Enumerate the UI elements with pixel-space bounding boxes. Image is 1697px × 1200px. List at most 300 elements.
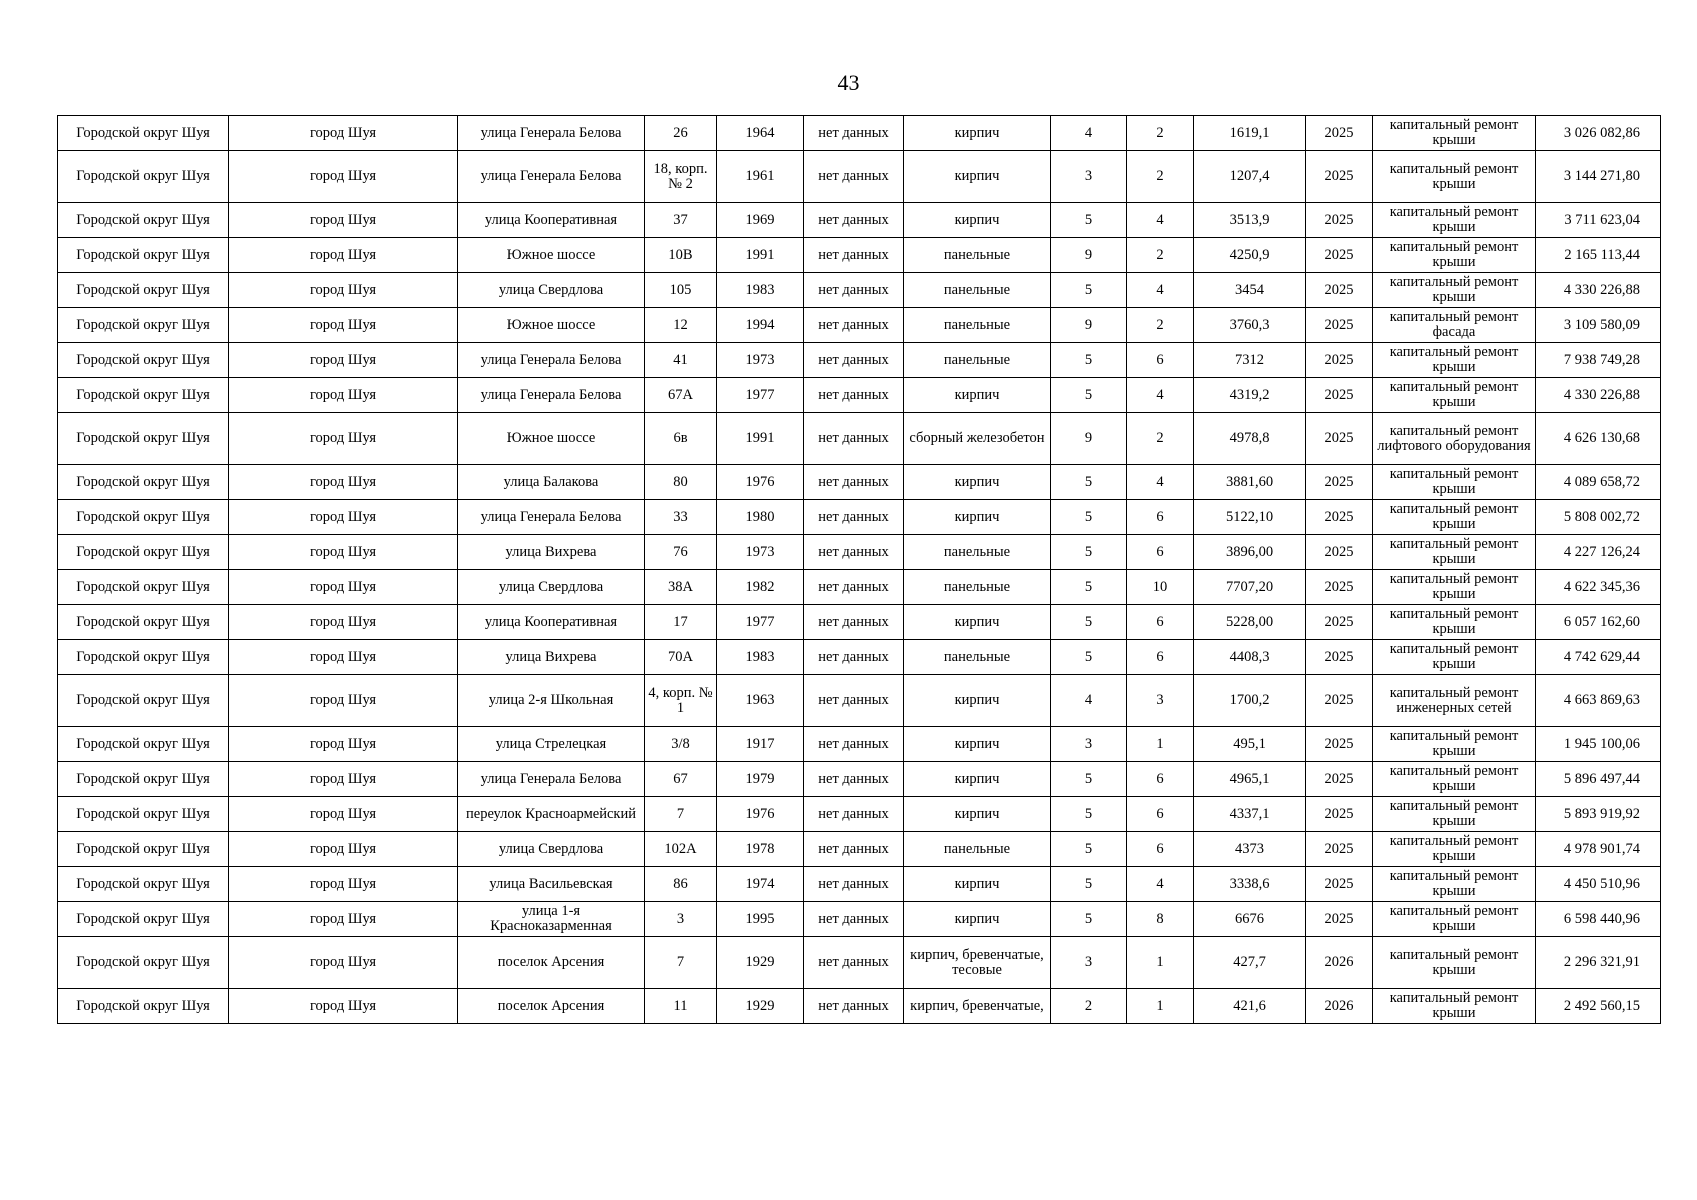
floors-cell: 5 [1051, 605, 1127, 640]
floors-cell: 5 [1051, 500, 1127, 535]
work-type-cell: капитальный ремонт крыши [1373, 273, 1536, 308]
table-row [58, 116, 1661, 151]
last-overhaul-cell: нет данных [804, 989, 904, 1024]
cost-cell: 4 227 126,24 [1536, 535, 1661, 570]
wall-material-cell: панельные [904, 273, 1051, 308]
table-row [58, 151, 1661, 203]
street-cell: улица Генерала Белова [458, 500, 645, 535]
entrances-cell: 2 [1127, 238, 1194, 273]
floors-cell: 3 [1051, 727, 1127, 762]
entrances-cell: 6 [1127, 640, 1194, 675]
planned-year-cell: 2025 [1306, 535, 1373, 570]
area-cell: 4250,9 [1194, 238, 1306, 273]
entrances-cell: 4 [1127, 465, 1194, 500]
work-type-cell: капитальный ремонт крыши [1373, 867, 1536, 902]
entrances-cell: 6 [1127, 500, 1194, 535]
entrances-cell: 6 [1127, 762, 1194, 797]
entrances-cell: 3 [1127, 675, 1194, 727]
area-cell: 6676 [1194, 902, 1306, 937]
wall-material-cell: кирпич [904, 867, 1051, 902]
floors-cell: 9 [1051, 413, 1127, 465]
table-row [58, 989, 1661, 1024]
house-number-cell: 105 [645, 273, 717, 308]
settlement-cell: город Шуя [229, 937, 458, 989]
district-cell: Городской округ Шуя [58, 675, 229, 727]
area-cell: 3513,9 [1194, 203, 1306, 238]
work-type-cell: капитальный ремонт крыши [1373, 343, 1536, 378]
entrances-cell: 1 [1127, 727, 1194, 762]
area-cell: 3338,6 [1194, 867, 1306, 902]
area-cell: 1619,1 [1194, 116, 1306, 151]
work-type-cell: капитальный ремонт крыши [1373, 605, 1536, 640]
wall-material-cell: панельные [904, 238, 1051, 273]
cost-cell: 5 808 002,72 [1536, 500, 1661, 535]
table-row [58, 273, 1661, 308]
wall-material-cell: кирпич [904, 727, 1051, 762]
last-overhaul-cell: нет данных [804, 378, 904, 413]
house-number-cell: 41 [645, 343, 717, 378]
work-type-cell: капитальный ремонт крыши [1373, 762, 1536, 797]
last-overhaul-cell: нет данных [804, 605, 904, 640]
last-overhaul-cell: нет данных [804, 570, 904, 605]
settlement-cell: город Шуя [229, 832, 458, 867]
cost-cell: 3 144 271,80 [1536, 151, 1661, 203]
settlement-cell: город Шуя [229, 151, 458, 203]
house-number-cell: 38А [645, 570, 717, 605]
wall-material-cell: кирпич [904, 797, 1051, 832]
settlement-cell: город Шуя [229, 570, 458, 605]
street-cell: улица Вихрева [458, 640, 645, 675]
settlement-cell: город Шуя [229, 343, 458, 378]
district-cell: Городской округ Шуя [58, 378, 229, 413]
last-overhaul-cell: нет данных [804, 727, 904, 762]
cost-cell: 4 622 345,36 [1536, 570, 1661, 605]
floors-cell: 5 [1051, 535, 1127, 570]
district-cell: Городской округ Шуя [58, 937, 229, 989]
planned-year-cell: 2025 [1306, 238, 1373, 273]
house-number-cell: 80 [645, 465, 717, 500]
planned-year-cell: 2025 [1306, 867, 1373, 902]
last-overhaul-cell: нет данных [804, 343, 904, 378]
settlement-cell: город Шуя [229, 762, 458, 797]
district-cell: Городской округ Шуя [58, 308, 229, 343]
planned-year-cell: 2026 [1306, 989, 1373, 1024]
planned-year-cell: 2025 [1306, 413, 1373, 465]
work-type-cell: капитальный ремонт крыши [1373, 727, 1536, 762]
planned-year-cell: 2025 [1306, 832, 1373, 867]
entrances-cell: 2 [1127, 116, 1194, 151]
street-cell: Южное шоссе [458, 238, 645, 273]
planned-year-cell: 2025 [1306, 762, 1373, 797]
street-cell: улица Кооперативная [458, 605, 645, 640]
cost-cell: 1 945 100,06 [1536, 727, 1661, 762]
wall-material-cell: панельные [904, 308, 1051, 343]
house-number-cell: 86 [645, 867, 717, 902]
settlement-cell: город Шуя [229, 465, 458, 500]
floors-cell: 4 [1051, 675, 1127, 727]
cost-cell: 4 742 629,44 [1536, 640, 1661, 675]
work-type-cell: капитальный ремонт крыши [1373, 937, 1536, 989]
area-cell: 4965,1 [1194, 762, 1306, 797]
house-number-cell: 37 [645, 203, 717, 238]
last-overhaul-cell: нет данных [804, 640, 904, 675]
work-type-cell: капитальный ремонт фасада [1373, 308, 1536, 343]
floors-cell: 3 [1051, 937, 1127, 989]
cost-cell: 4 978 901,74 [1536, 832, 1661, 867]
district-cell: Городской округ Шуя [58, 500, 229, 535]
planned-year-cell: 2025 [1306, 273, 1373, 308]
last-overhaul-cell: нет данных [804, 308, 904, 343]
entrances-cell: 4 [1127, 378, 1194, 413]
year-built-cell: 1980 [717, 500, 804, 535]
house-number-cell: 7 [645, 937, 717, 989]
district-cell: Городской округ Шуя [58, 151, 229, 203]
settlement-cell: город Шуя [229, 867, 458, 902]
district-cell: Городской округ Шуя [58, 797, 229, 832]
last-overhaul-cell: нет данных [804, 500, 904, 535]
house-number-cell: 7 [645, 797, 717, 832]
district-cell: Городской округ Шуя [58, 605, 229, 640]
floors-cell: 5 [1051, 378, 1127, 413]
house-number-cell: 17 [645, 605, 717, 640]
planned-year-cell: 2025 [1306, 151, 1373, 203]
year-built-cell: 1977 [717, 378, 804, 413]
planned-year-cell: 2025 [1306, 797, 1373, 832]
work-type-cell: капитальный ремонт крыши [1373, 535, 1536, 570]
area-cell: 7312 [1194, 343, 1306, 378]
area-cell: 4978,8 [1194, 413, 1306, 465]
floors-cell: 5 [1051, 343, 1127, 378]
floors-cell: 5 [1051, 640, 1127, 675]
floors-cell: 5 [1051, 832, 1127, 867]
area-cell: 4408,3 [1194, 640, 1306, 675]
year-built-cell: 1994 [717, 308, 804, 343]
entrances-cell: 2 [1127, 308, 1194, 343]
street-cell: улица Свердлова [458, 832, 645, 867]
floors-cell: 5 [1051, 465, 1127, 500]
cost-cell: 3 109 580,09 [1536, 308, 1661, 343]
wall-material-cell: панельные [904, 832, 1051, 867]
last-overhaul-cell: нет данных [804, 238, 904, 273]
street-cell: улица Васильевская [458, 867, 645, 902]
planned-year-cell: 2025 [1306, 465, 1373, 500]
entrances-cell: 6 [1127, 797, 1194, 832]
table-row [58, 570, 1661, 605]
planned-year-cell: 2025 [1306, 605, 1373, 640]
street-cell: улица Генерала Белова [458, 151, 645, 203]
table-row [58, 675, 1661, 727]
last-overhaul-cell: нет данных [804, 762, 904, 797]
street-cell: улица Кооперативная [458, 203, 645, 238]
floors-cell: 5 [1051, 273, 1127, 308]
cost-cell: 3 711 623,04 [1536, 203, 1661, 238]
district-cell: Городской округ Шуя [58, 867, 229, 902]
entrances-cell: 2 [1127, 413, 1194, 465]
entrances-cell: 4 [1127, 203, 1194, 238]
last-overhaul-cell: нет данных [804, 413, 904, 465]
entrances-cell: 6 [1127, 343, 1194, 378]
entrances-cell: 4 [1127, 867, 1194, 902]
wall-material-cell: кирпич [904, 605, 1051, 640]
year-built-cell: 1983 [717, 640, 804, 675]
cost-cell: 4 450 510,96 [1536, 867, 1661, 902]
table-row [58, 605, 1661, 640]
cost-cell: 4 330 226,88 [1536, 378, 1661, 413]
house-number-cell: 33 [645, 500, 717, 535]
year-built-cell: 1973 [717, 343, 804, 378]
work-type-cell: капитальный ремонт крыши [1373, 797, 1536, 832]
planned-year-cell: 2025 [1306, 308, 1373, 343]
settlement-cell: город Шуя [229, 203, 458, 238]
year-built-cell: 1929 [717, 989, 804, 1024]
area-cell: 1700,2 [1194, 675, 1306, 727]
work-type-cell: капитальный ремонт крыши [1373, 902, 1536, 937]
table-row [58, 797, 1661, 832]
settlement-cell: город Шуя [229, 308, 458, 343]
wall-material-cell: кирпич [904, 500, 1051, 535]
wall-material-cell: кирпич [904, 151, 1051, 203]
street-cell: поселок Арсения [458, 989, 645, 1024]
house-number-cell: 11 [645, 989, 717, 1024]
street-cell: улица Стрелецкая [458, 727, 645, 762]
work-type-cell: капитальный ремонт крыши [1373, 570, 1536, 605]
entrances-cell: 6 [1127, 535, 1194, 570]
planned-year-cell: 2025 [1306, 570, 1373, 605]
table-row [58, 640, 1661, 675]
table-row [58, 500, 1661, 535]
area-cell: 1207,4 [1194, 151, 1306, 203]
street-cell: Южное шоссе [458, 308, 645, 343]
district-cell: Городской округ Шуя [58, 203, 229, 238]
settlement-cell: город Шуя [229, 640, 458, 675]
entrances-cell: 10 [1127, 570, 1194, 605]
last-overhaul-cell: нет данных [804, 203, 904, 238]
work-type-cell: капитальный ремонт крыши [1373, 989, 1536, 1024]
year-built-cell: 1963 [717, 675, 804, 727]
work-type-cell: капитальный ремонт лифтового оборудования [1373, 413, 1536, 465]
settlement-cell: город Шуя [229, 902, 458, 937]
entrances-cell: 4 [1127, 273, 1194, 308]
area-cell: 5228,00 [1194, 605, 1306, 640]
year-built-cell: 1995 [717, 902, 804, 937]
settlement-cell: город Шуя [229, 413, 458, 465]
planned-year-cell: 2025 [1306, 203, 1373, 238]
last-overhaul-cell: нет данных [804, 675, 904, 727]
last-overhaul-cell: нет данных [804, 937, 904, 989]
settlement-cell: город Шуя [229, 535, 458, 570]
district-cell: Городской округ Шуя [58, 762, 229, 797]
area-cell: 4337,1 [1194, 797, 1306, 832]
area-cell: 495,1 [1194, 727, 1306, 762]
wall-material-cell: сборный железобетон [904, 413, 1051, 465]
district-cell: Городской округ Шуя [58, 570, 229, 605]
year-built-cell: 1929 [717, 937, 804, 989]
district-cell: Городской округ Шуя [58, 238, 229, 273]
work-type-cell: капитальный ремонт крыши [1373, 238, 1536, 273]
last-overhaul-cell: нет данных [804, 273, 904, 308]
planned-year-cell: 2025 [1306, 116, 1373, 151]
area-cell: 3896,00 [1194, 535, 1306, 570]
work-type-cell: капитальный ремонт крыши [1373, 203, 1536, 238]
district-cell: Городской округ Шуя [58, 727, 229, 762]
table-row [58, 902, 1661, 937]
street-cell: улица Свердлова [458, 570, 645, 605]
settlement-cell: город Шуя [229, 378, 458, 413]
house-number-cell: 26 [645, 116, 717, 151]
table-row [58, 465, 1661, 500]
housing-repair-table [57, 115, 1661, 1024]
planned-year-cell: 2025 [1306, 500, 1373, 535]
district-cell: Городской округ Шуя [58, 343, 229, 378]
area-cell: 4319,2 [1194, 378, 1306, 413]
settlement-cell: город Шуя [229, 605, 458, 640]
cost-cell: 7 938 749,28 [1536, 343, 1661, 378]
settlement-cell: город Шуя [229, 273, 458, 308]
street-cell: улица Свердлова [458, 273, 645, 308]
last-overhaul-cell: нет данных [804, 832, 904, 867]
wall-material-cell: кирпич, бревенчатые, [904, 989, 1051, 1024]
wall-material-cell: кирпич [904, 465, 1051, 500]
area-cell: 4373 [1194, 832, 1306, 867]
cost-cell: 2 492 560,15 [1536, 989, 1661, 1024]
area-cell: 427,7 [1194, 937, 1306, 989]
table-row [58, 867, 1661, 902]
table-row [58, 832, 1661, 867]
cost-cell: 4 089 658,72 [1536, 465, 1661, 500]
district-cell: Городской округ Шуя [58, 273, 229, 308]
last-overhaul-cell: нет данных [804, 535, 904, 570]
year-built-cell: 1978 [717, 832, 804, 867]
planned-year-cell: 2025 [1306, 902, 1373, 937]
floors-cell: 5 [1051, 203, 1127, 238]
wall-material-cell: кирпич, бревенчатые, тесовые [904, 937, 1051, 989]
cost-cell: 5 896 497,44 [1536, 762, 1661, 797]
year-built-cell: 1976 [717, 797, 804, 832]
work-type-cell: капитальный ремонт крыши [1373, 378, 1536, 413]
planned-year-cell: 2026 [1306, 937, 1373, 989]
table-row [58, 378, 1661, 413]
last-overhaul-cell: нет данных [804, 465, 904, 500]
area-cell: 3454 [1194, 273, 1306, 308]
district-cell: Городской округ Шуя [58, 465, 229, 500]
year-built-cell: 1976 [717, 465, 804, 500]
entrances-cell: 2 [1127, 151, 1194, 203]
district-cell: Городской округ Шуя [58, 535, 229, 570]
house-number-cell: 18, корп. № 2 [645, 151, 717, 203]
last-overhaul-cell: нет данных [804, 867, 904, 902]
house-number-cell: 6в [645, 413, 717, 465]
year-built-cell: 1961 [717, 151, 804, 203]
wall-material-cell: кирпич [904, 378, 1051, 413]
wall-material-cell: панельные [904, 570, 1051, 605]
street-cell: поселок Арсения [458, 937, 645, 989]
floors-cell: 5 [1051, 902, 1127, 937]
year-built-cell: 1977 [717, 605, 804, 640]
street-cell: улица Вихрева [458, 535, 645, 570]
cost-cell: 4 330 226,88 [1536, 273, 1661, 308]
entrances-cell: 6 [1127, 605, 1194, 640]
table-row [58, 308, 1661, 343]
year-built-cell: 1969 [717, 203, 804, 238]
wall-material-cell: кирпич [904, 902, 1051, 937]
entrances-cell: 8 [1127, 902, 1194, 937]
street-cell: улица 1-я Красноказарменная [458, 902, 645, 937]
cost-cell: 6 057 162,60 [1536, 605, 1661, 640]
work-type-cell: капитальный ремонт крыши [1373, 465, 1536, 500]
year-built-cell: 1991 [717, 413, 804, 465]
house-number-cell: 102А [645, 832, 717, 867]
work-type-cell: капитальный ремонт инженерных сетей [1373, 675, 1536, 727]
settlement-cell: город Шуя [229, 675, 458, 727]
planned-year-cell: 2025 [1306, 343, 1373, 378]
cost-cell: 4 663 869,63 [1536, 675, 1661, 727]
wall-material-cell: панельные [904, 640, 1051, 675]
house-number-cell: 67 [645, 762, 717, 797]
street-cell: улица 2-я Школьная [458, 675, 645, 727]
house-number-cell: 67А [645, 378, 717, 413]
area-cell: 421,6 [1194, 989, 1306, 1024]
cost-cell: 4 626 130,68 [1536, 413, 1661, 465]
work-type-cell: капитальный ремонт крыши [1373, 500, 1536, 535]
area-cell: 5122,10 [1194, 500, 1306, 535]
last-overhaul-cell: нет данных [804, 116, 904, 151]
wall-material-cell: кирпич [904, 203, 1051, 238]
year-built-cell: 1979 [717, 762, 804, 797]
floors-cell: 9 [1051, 308, 1127, 343]
table-row [58, 762, 1661, 797]
street-cell: улица Генерала Белова [458, 378, 645, 413]
settlement-cell: город Шуя [229, 116, 458, 151]
planned-year-cell: 2025 [1306, 640, 1373, 675]
floors-cell: 5 [1051, 570, 1127, 605]
year-built-cell: 1974 [717, 867, 804, 902]
district-cell: Городской округ Шуя [58, 640, 229, 675]
street-cell: переулок Красноармейский [458, 797, 645, 832]
house-number-cell: 70А [645, 640, 717, 675]
table-body [58, 116, 1661, 1024]
table-row [58, 535, 1661, 570]
street-cell: улица Генерала Белова [458, 116, 645, 151]
house-number-cell: 76 [645, 535, 717, 570]
settlement-cell: город Шуя [229, 238, 458, 273]
table-row [58, 727, 1661, 762]
floors-cell: 9 [1051, 238, 1127, 273]
planned-year-cell: 2025 [1306, 378, 1373, 413]
wall-material-cell: кирпич [904, 116, 1051, 151]
last-overhaul-cell: нет данных [804, 797, 904, 832]
house-number-cell: 12 [645, 308, 717, 343]
settlement-cell: город Шуя [229, 989, 458, 1024]
district-cell: Городской округ Шуя [58, 116, 229, 151]
settlement-cell: город Шуя [229, 797, 458, 832]
year-built-cell: 1982 [717, 570, 804, 605]
floors-cell: 4 [1051, 116, 1127, 151]
entrances-cell: 1 [1127, 937, 1194, 989]
page-number: 43 [837, 70, 860, 95]
house-number-cell: 4, корп. № 1 [645, 675, 717, 727]
last-overhaul-cell: нет данных [804, 902, 904, 937]
table-row [58, 413, 1661, 465]
district-cell: Городской округ Шуя [58, 902, 229, 937]
floors-cell: 5 [1051, 762, 1127, 797]
district-cell: Городской округ Шуя [58, 989, 229, 1024]
street-cell: улица Балакова [458, 465, 645, 500]
last-overhaul-cell: нет данных [804, 151, 904, 203]
house-number-cell: 10В [645, 238, 717, 273]
entrances-cell: 6 [1127, 832, 1194, 867]
work-type-cell: капитальный ремонт крыши [1373, 151, 1536, 203]
floors-cell: 3 [1051, 151, 1127, 203]
